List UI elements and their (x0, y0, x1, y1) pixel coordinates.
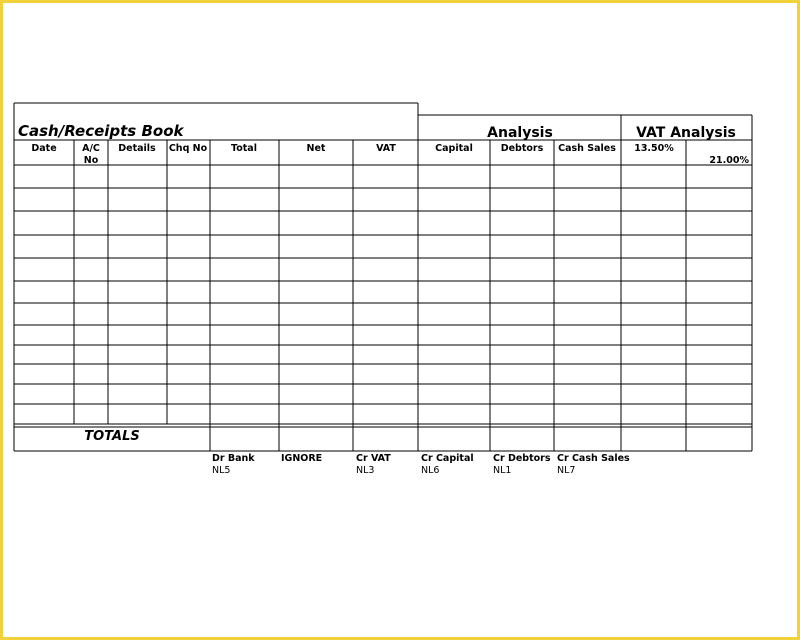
footer-code-cr-debtors: NL1 (493, 465, 512, 476)
column-header-chq-no: Chq No (168, 143, 208, 154)
column-header-debtors: Debtors (500, 143, 544, 154)
footer-code-dr-bank: NL5 (212, 465, 231, 476)
footer-label-ignore: IGNORE (281, 453, 323, 464)
vat-analysis-heading: VAT Analysis (636, 125, 736, 141)
sheet-title: Cash/Receipts Book (18, 122, 184, 140)
column-header-vat-rate-2: 21.00% (709, 155, 749, 166)
footer-label-cr-capital: Cr Capital (421, 453, 474, 464)
footer-label-cr-debtors: Cr Debtors (493, 453, 551, 464)
totals-label: TOTALS (84, 429, 140, 444)
column-header-ac-line2: No (83, 155, 99, 166)
sheet-grid (14, 103, 752, 451)
column-header-net: Net (306, 143, 326, 154)
footer-label-cr-vat: Cr VAT (356, 453, 391, 464)
column-header-capital: Capital (435, 143, 473, 154)
column-header-ac: A/C (82, 143, 100, 154)
footer-label-cr-cash-sales: Cr Cash Sales (557, 453, 630, 464)
column-header-vat: VAT (376, 143, 396, 154)
footer-code-cr-capital: NL6 (421, 465, 440, 476)
footer-label-dr-bank: Dr Bank (212, 453, 255, 464)
analysis-heading: Analysis (487, 125, 553, 141)
column-header-details: Details (118, 143, 156, 154)
column-header-vat-rate-1: 13.50% (634, 143, 674, 154)
column-header-total: Total (231, 143, 257, 154)
footer-code-cr-cash-sales: NL7 (557, 465, 576, 476)
column-header-date: Date (31, 143, 57, 154)
column-header-cash-sales: Cash Sales (558, 143, 616, 154)
footer-code-cr-vat: NL3 (356, 465, 375, 476)
